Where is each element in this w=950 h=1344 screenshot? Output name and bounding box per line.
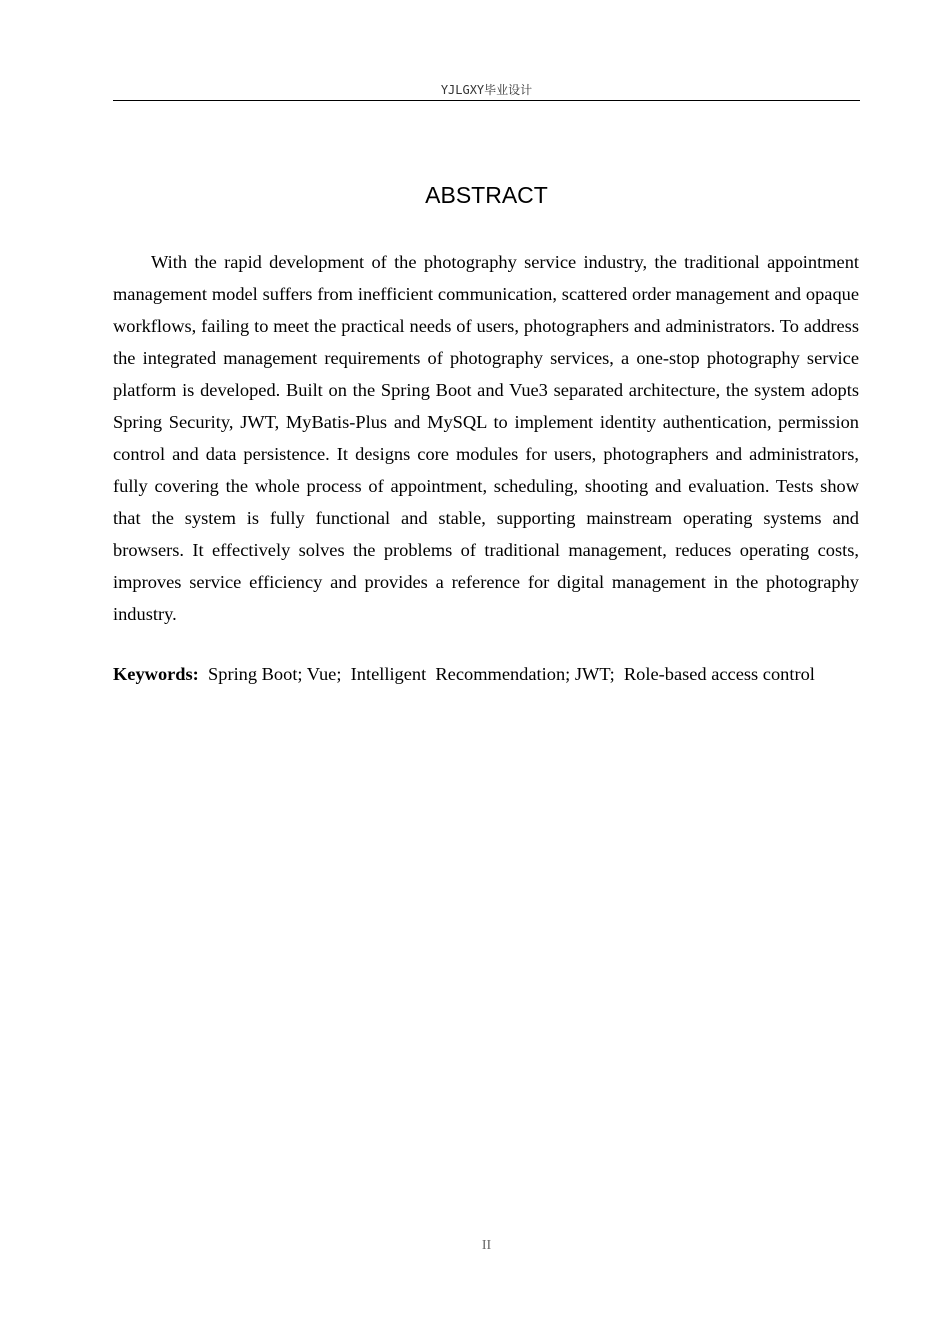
keywords-label: Keywords: [113, 664, 199, 684]
keywords-line [113, 658, 873, 690]
keywords-text: Spring Boot; Vue; Intelligent Recommendation; JWT; Role-based access control [208, 664, 815, 684]
page-header: YJLGXY毕业设计 [440, 83, 533, 97]
abstract-body: With the rapid development of the photography service industry, the traditional appointment management model suffers from inefficient communication, scattered order management and opaque workflows, failing to meet the practical needs of users, photographers and administrators. To address the integrated management requirements of photography services, a one-stop photography service platform is developed. Built on the Spring Boot and Vue3 separated architecture, the system adopts Spring Security, JWT, MyBatis-Plus and MySQL to implement identity authentication, permission control and data persistence. It designs core modules for users, photographers and administrators, fully covering the whole process of appointment, scheduling, shooting and evaluation. Tests show that the system is fully functional and stable, supporting mainstream operating systems and browsers. It effectively solves the problems of traditional management, reduces operating costs, improves service efficiency and provides a reference for digital management in the photography industry. [113, 252, 859, 624]
header-rule [113, 100, 860, 101]
abstract-title: ABSTRACT [425, 182, 548, 208]
page-number: II [481, 1238, 492, 1253]
